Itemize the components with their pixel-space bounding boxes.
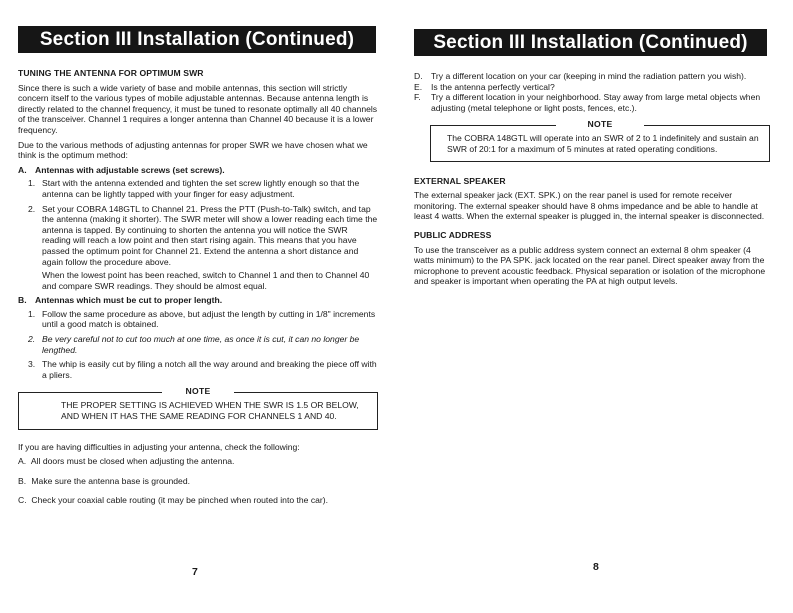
right-content bbox=[414, 71, 769, 291]
left-page bbox=[0, 0, 396, 613]
list-item: D. Try a different location on your car (keeping in mind the radiation pattern you wish). bbox=[414, 71, 747, 81]
section-banner: Section III Installation (Continued) bbox=[414, 29, 767, 56]
section-a-list bbox=[18, 178, 378, 267]
list-item: C. Check your coaxial cable routing (it may be pinched when routed into the car). bbox=[18, 495, 329, 506]
public-address-text: To use the transceiver as a public address system connect an external 8 ohm speaker (4 watts minimum) to the PA SPK. jack located on the rear panel. Direct speaker away from the microphone to prevent acoustic feedback. Physical separation or isolation of the microphone and speaker is important when operating the PA at high output levels. bbox=[414, 244, 766, 287]
note-title: NOTE bbox=[587, 119, 613, 130]
list-item: 3. The whip is easily cut by filing a notch all the way around and breaking the piece off with a pliers. bbox=[28, 359, 377, 380]
section-b-list bbox=[18, 309, 378, 381]
external-speaker-text: The external speaker jack (EXT. SPK.) on the rear panel is used for remote receiver monitoring. The external speaker should have 8 ohms impedance and be able to handle at least 4 watts. When the external speaker is plugged in, the internal speaker is disconnected. bbox=[414, 190, 765, 222]
tuning-heading: TUNING THE ANTENNA FOR OPTIMUM SWR bbox=[18, 68, 204, 78]
list-item: B. Make sure the antenna base is grounded. bbox=[18, 475, 191, 486]
left-content bbox=[18, 68, 378, 515]
check-intro: If you are having difficulties in adjusting your antenna, check the following: bbox=[18, 441, 300, 452]
note-text: THE PROPER SETTING IS ACHIEVED WHEN THE SWR IS 1.5 OR BELOW, AND WHEN IT HAS THE SAME READING FOR CHANNELS 1 AND 40. bbox=[61, 400, 359, 422]
intro-paragraph: Since there is such a wide variety of base and mobile antennas, this section will strictly concern itself to the various types of mobile adjustable antennas. Because antenna length is directly related to the channel frequency, it must be tuned to resonate optimally all 40 channels of the transceiver. Channel 1 requires a longer antenna than Channel 40 because it is a lower frequency. bbox=[18, 82, 378, 135]
list-item: E. Is the antenna perfectly vertical? bbox=[414, 81, 555, 92]
method-paragraph: Due to the various methods of adjusting antennas for proper SWR we have chosen what we think is the optimum method: bbox=[18, 139, 368, 161]
list-item: 1. Follow the same procedure as above, but adjust the length by cutting in 1/8" increments until a good match is obtained. bbox=[28, 308, 376, 330]
check-list bbox=[18, 456, 378, 506]
page-number: 7 bbox=[192, 566, 198, 578]
page-number: 8 bbox=[593, 561, 599, 573]
note-title: NOTE bbox=[185, 386, 211, 397]
section-b-title: B. Antennas which must be cut to proper length. bbox=[18, 295, 223, 306]
note-text: The COBRA 148GTL will operate into an SWR of 2 to 1 indefinitely and sustain an SWR of 20:1 for a maximum of 5 minutes at rated operating conditions. bbox=[447, 133, 759, 154]
note-box bbox=[430, 119, 770, 161]
list-item: A. All doors must be closed when adjusting the antenna. bbox=[18, 456, 235, 467]
section-a-title: A. Antennas with adjustable screws (set screws). bbox=[18, 164, 225, 175]
note-box bbox=[18, 386, 378, 429]
public-address-heading: PUBLIC ADDRESS bbox=[414, 229, 492, 240]
list-item: 1. Start with the antenna extended and tighten the set screw lightly enough so that the antenna can be lightly tapped with your finger for easy adjustment. bbox=[28, 178, 360, 199]
list-item: 2. Set your COBRA 148GTL to Channel 21. Press the PTT (Push-to-Talk) switch, and tap the antenna (making it shorter). The SWR meter will show a lower reading each time the antenna is tapped. By continuing to shorten the antenna you will notice the SWR reading will reach a low point and then start rising again. This means that you have passed the optimum point for Channel 21. Extend the antenna a short distance and again follow the procedure above. bbox=[28, 203, 378, 267]
list-item: 2. Be very careful not to cut too much at one time, as once it is cut, it can no longer be lengthed. bbox=[28, 334, 360, 355]
right-page bbox=[397, 0, 793, 613]
external-speaker-heading: EXTERNAL SPEAKER bbox=[414, 175, 506, 186]
list-item: F. Try a different location in your neighborhood. Stay away from large metal objects when adjusting (metal telephone or light posts, fences, etc.). bbox=[414, 92, 761, 113]
section-banner: Section III Installation (Continued) bbox=[18, 26, 376, 53]
section-a-extra: When the lowest point has been reached, switch to Channel 1 and then to Channel 40 and compare SWR readings. They should be almost equal. bbox=[42, 270, 370, 291]
